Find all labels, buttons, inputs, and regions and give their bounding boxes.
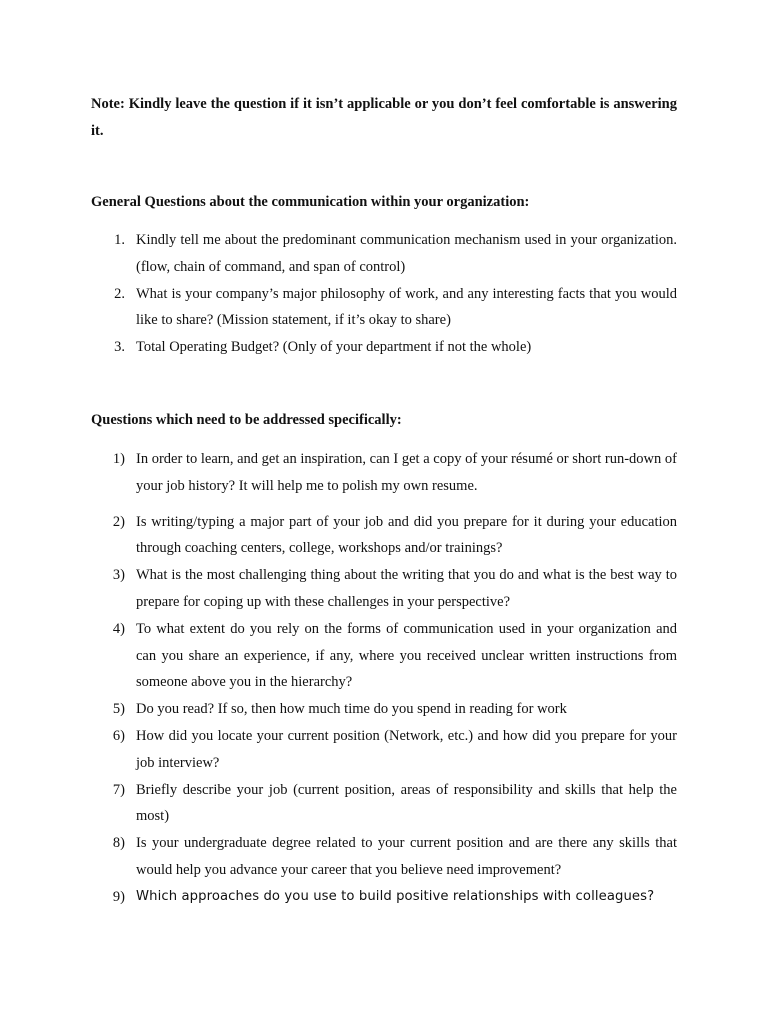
item-text: Which approaches do you use to build positive relationships with colleagues? [136,888,655,904]
item-text: Is writing/typing a major part of your job and did you prepare for it during your education through coaching centers, college, workshops and/or trainings? [136,513,677,557]
note-paragraph: Note: Kindly leave the question if it isn’t applicable or you don’t feel comfortable is answering it. [91,96,677,139]
item-number: 5) [112,701,125,718]
item-number: 3) [112,567,125,584]
item-text: How did you locate your current position (Network, etc.) and how did you prepare for your job interview? [136,727,677,771]
item-number: 9) [112,888,125,905]
item-number: 8) [112,835,125,852]
list-item [0,281,768,335]
specific-questions-list [0,446,768,911]
list-item [0,616,768,696]
item-text: Briefly describe your job (current position, areas of responsibility and skills that help the most) [136,781,677,825]
item-text: Is your undergraduate degree related to your current position and are there any skills that would help you advance your career that you believe need improvement? [136,835,677,878]
general-questions-list [0,227,768,361]
item-text: What is your company’s major philosophy of work, and any interesting facts that you would like to share? (Mission statement, if it’s okay to share) [136,285,677,329]
list-item [0,884,768,911]
list-item [0,509,768,563]
item-number: 2. [114,285,125,302]
item-number: 4) [112,620,125,637]
item-number: 7) [112,781,125,798]
list-item [0,696,768,723]
item-text: In order to learn, and get an inspiration, can I get a copy of your résumé or short run-down of your job history? It will help me to polish my own resume. [136,451,677,494]
list-item [0,446,768,500]
item-number: 6) [112,727,125,744]
item-text: Do you read? If so, then how much time do you spend in reading for work [136,701,567,718]
item-text: To what extent do you rely on the forms of communication used in your organization and can you share an experience, if any, where you received unclear written instructions from someone above you in the hierarchy? [136,620,677,691]
list-item [0,723,768,777]
item-number: 3. [114,339,125,356]
item-number: 1. [114,232,125,248]
list-item [0,830,768,884]
list-item [0,227,768,281]
item-text: Total Operating Budget? (Only of your department if not the whole) [136,339,532,356]
list-item [0,334,768,361]
item-text: Kindly tell me about the predominant communication mechanism used in your organization. (flow, chain of command, and span of control) [136,232,677,275]
specific-questions-heading: Questions which need to be addressed specifically: [91,412,402,428]
item-number: 1) [112,451,125,467]
general-questions-heading: General Questions about the communication within your organization: [91,194,530,210]
list-item [0,562,768,616]
item-text: What is the most challenging thing about the writing that you do and what is the best way to prepare for coping up with these challenges in your perspective? [136,567,677,610]
item-number: 2) [112,513,125,530]
list-item [0,777,768,831]
